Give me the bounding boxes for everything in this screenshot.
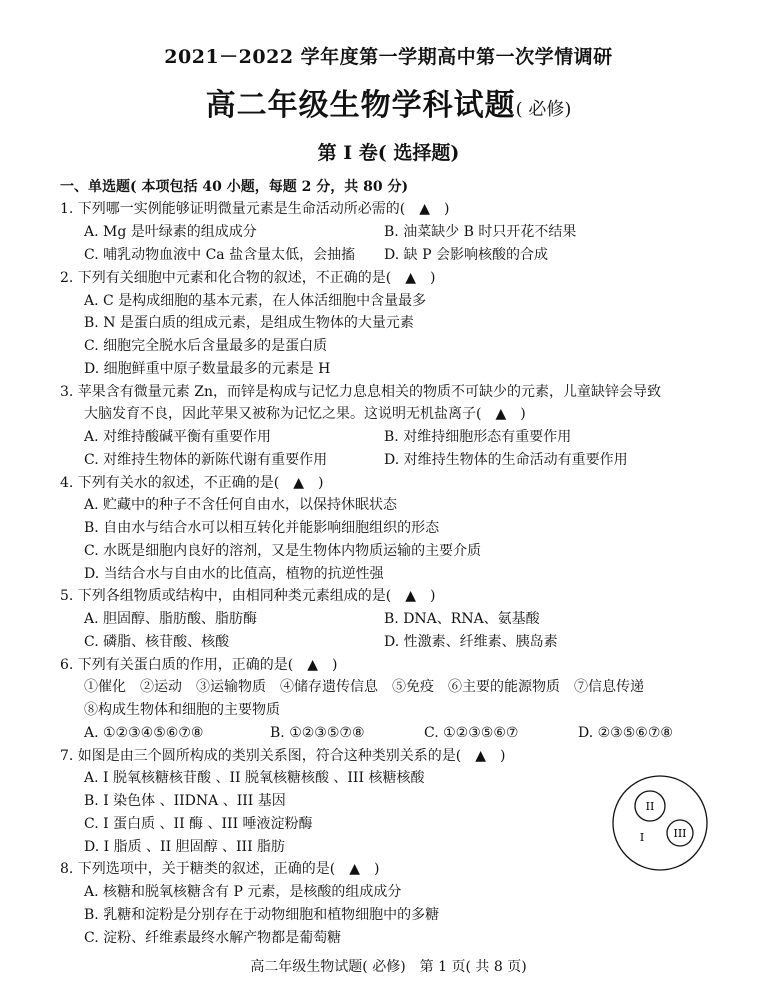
question-3-stem-line-2: 大脑发育不良，因此苹果又被称为记忆之果。这说明无机盐离子( ▲ ) (84, 406, 526, 422)
question-4-option-b: B. 自由水与结合水可以相互转化并能影响细胞组织的形态 (84, 520, 440, 536)
question-5-option-d: D. 性激素、纤维素、胰岛素 (384, 634, 558, 650)
question-3-stem-line-1: 3. 苹果含有微量元素 Zn，而锌是构成与记忆力息息相关的物质不可缺少的元素，儿童缺锌会导致 (60, 384, 661, 400)
question-7-stem: 7. 如图是由三个圆所构成的类别关系图，符合这种类别关系的是( ▲ ) (60, 748, 506, 764)
question-1-stem: 1. 下列哪一实例能够证明微量元素是生命活动所必需的( ▲ ) (60, 201, 450, 217)
question-3-option-b: B. 对维持细胞形态有重要作用 (384, 429, 572, 445)
page-footer: 高二年级生物试题( 必修) 第 1 页( 共 8 页) (250, 959, 527, 975)
question-7-option-b: B. I 染色体 、IIDNA 、III 基因 (84, 793, 286, 809)
question-6-option-a: A. ①②③④⑤⑥⑦⑧ (84, 725, 204, 741)
question-5-option-a: A. 胆固醇、脂肪酸、脂肪酶 (84, 611, 258, 627)
question-2-option-a: A. C 是构成细胞的基本元素，在人体活细胞中含量最多 (84, 293, 427, 309)
question-4-option-c: C. 水既是细胞内良好的溶剂，又是生物体内物质运输的主要介质 (84, 543, 482, 559)
question-2-option-d: D. 细胞鲜重中原子数量最多的元素是 H (84, 361, 331, 377)
question-7-option-d: D. I 脂质 、II 胆固醇 、III 脂肪 (84, 839, 286, 855)
question-2-option-c: C. 细胞完全脱水后含量最多的是蛋白质 (84, 338, 328, 354)
question-1-option-a: A. Mg 是叶绿素的组成成分 (84, 224, 257, 240)
question-4-option-a: A. 贮藏中的种子不含任何自由水，以保持休眠状态 (84, 497, 398, 513)
question-4-option-d: D. 当结合水与自由水的比值高，植物的抗逆性强 (84, 566, 384, 582)
question-3-option-a: A. 对维持酸碱平衡有重要作用 (84, 429, 272, 445)
question-1-option-b: B. 油菜缺少 B 时只开花不结果 (384, 224, 577, 240)
question-8-option-b: B. 乳糖和淀粉是分别存在于动物细胞和植物细胞中的多糖 (84, 907, 440, 923)
question-6-option-c: C. ①②③⑤⑥⑦ (424, 725, 519, 741)
label-iii: III (673, 827, 687, 840)
exam-title-main: 高二年级生物学科试题 (205, 88, 516, 123)
question-5-option-b: B. DNA、RNA、氨基酸 (384, 611, 540, 627)
question-6-items-line-1: ①催化 ②运动 ③运输物质 ④储存遗传信息 ⑤免疫 ⑥主要的能源物质 ⑦信息传递 (84, 679, 644, 695)
question-6-items-line-2: ⑧构成生物体和细胞的主要物质 (84, 702, 280, 718)
exam-title (0, 80, 777, 124)
question-1-option-d: D. 缺 P 会影响核酸的合成 (384, 247, 548, 263)
question-3-option-d: D. 对维持生物体的生命活动有重要作用 (384, 452, 628, 468)
question-4-stem: 4. 下列有关水的叙述，不正确的是( ▲ ) (60, 475, 324, 491)
label-ii: II (645, 800, 655, 813)
question-2-option-b: B. N 是蛋白质的组成元素，是组成生物体的大量元素 (84, 315, 414, 331)
section-heading: 一、单选题( 本项包括 40 小题，每题 2 分，共 80 分) (60, 179, 409, 195)
question-8-option-c: C. 淀粉、纤维素最终水解产物都是葡萄糖 (84, 930, 342, 946)
question-6-option-d: D. ②③⑤⑥⑦⑧ (578, 725, 673, 741)
question-3-option-c: C. 对维持生物体的新陈代谢有重要作用 (84, 452, 328, 468)
volume-heading: 第 I 卷( 选择题) (317, 142, 460, 164)
label-i: I (639, 831, 645, 844)
question-2-stem: 2. 下列有关细胞中元素和化合物的叙述，不正确的是( ▲ ) (60, 270, 436, 286)
question-8-stem: 8. 下列选项中，关于糖类的叙述，正确的是( ▲ ) (60, 861, 380, 877)
question-7-option-c: C. I 蛋白质 、II 酶 、III 唾液淀粉酶 (84, 816, 313, 832)
category-relation-diagram (610, 773, 710, 873)
question-1-option-c: C. 哺乳动物血液中 Ca 盐含量太低，会抽搐 (84, 247, 356, 263)
question-7-option-a: A. I 脱氧核糖核苷酸 、II 脱氧核糖核酸 、III 核糖核酸 (84, 770, 425, 786)
question-6-stem: 6. 下列有关蛋白质的作用，正确的是( ▲ ) (60, 657, 338, 673)
exam-title-tag: ( 必修) (515, 99, 572, 120)
question-8-option-a: A. 核糖和脱氧核糖含有 P 元素，是核酸的组成成分 (84, 884, 402, 900)
question-6-option-b: B. ①②③⑤⑦⑧ (270, 725, 365, 741)
question-5-stem: 5. 下列各组物质或结构中，由相同种类元素组成的是( ▲ ) (60, 588, 436, 604)
question-5-option-c: C. 磷脂、核苷酸、核酸 (84, 634, 230, 650)
exam-supertitle: 2021－2022 学年度第一学期高中第一次学情调研 (164, 46, 613, 68)
outer-circle-i (613, 776, 707, 870)
